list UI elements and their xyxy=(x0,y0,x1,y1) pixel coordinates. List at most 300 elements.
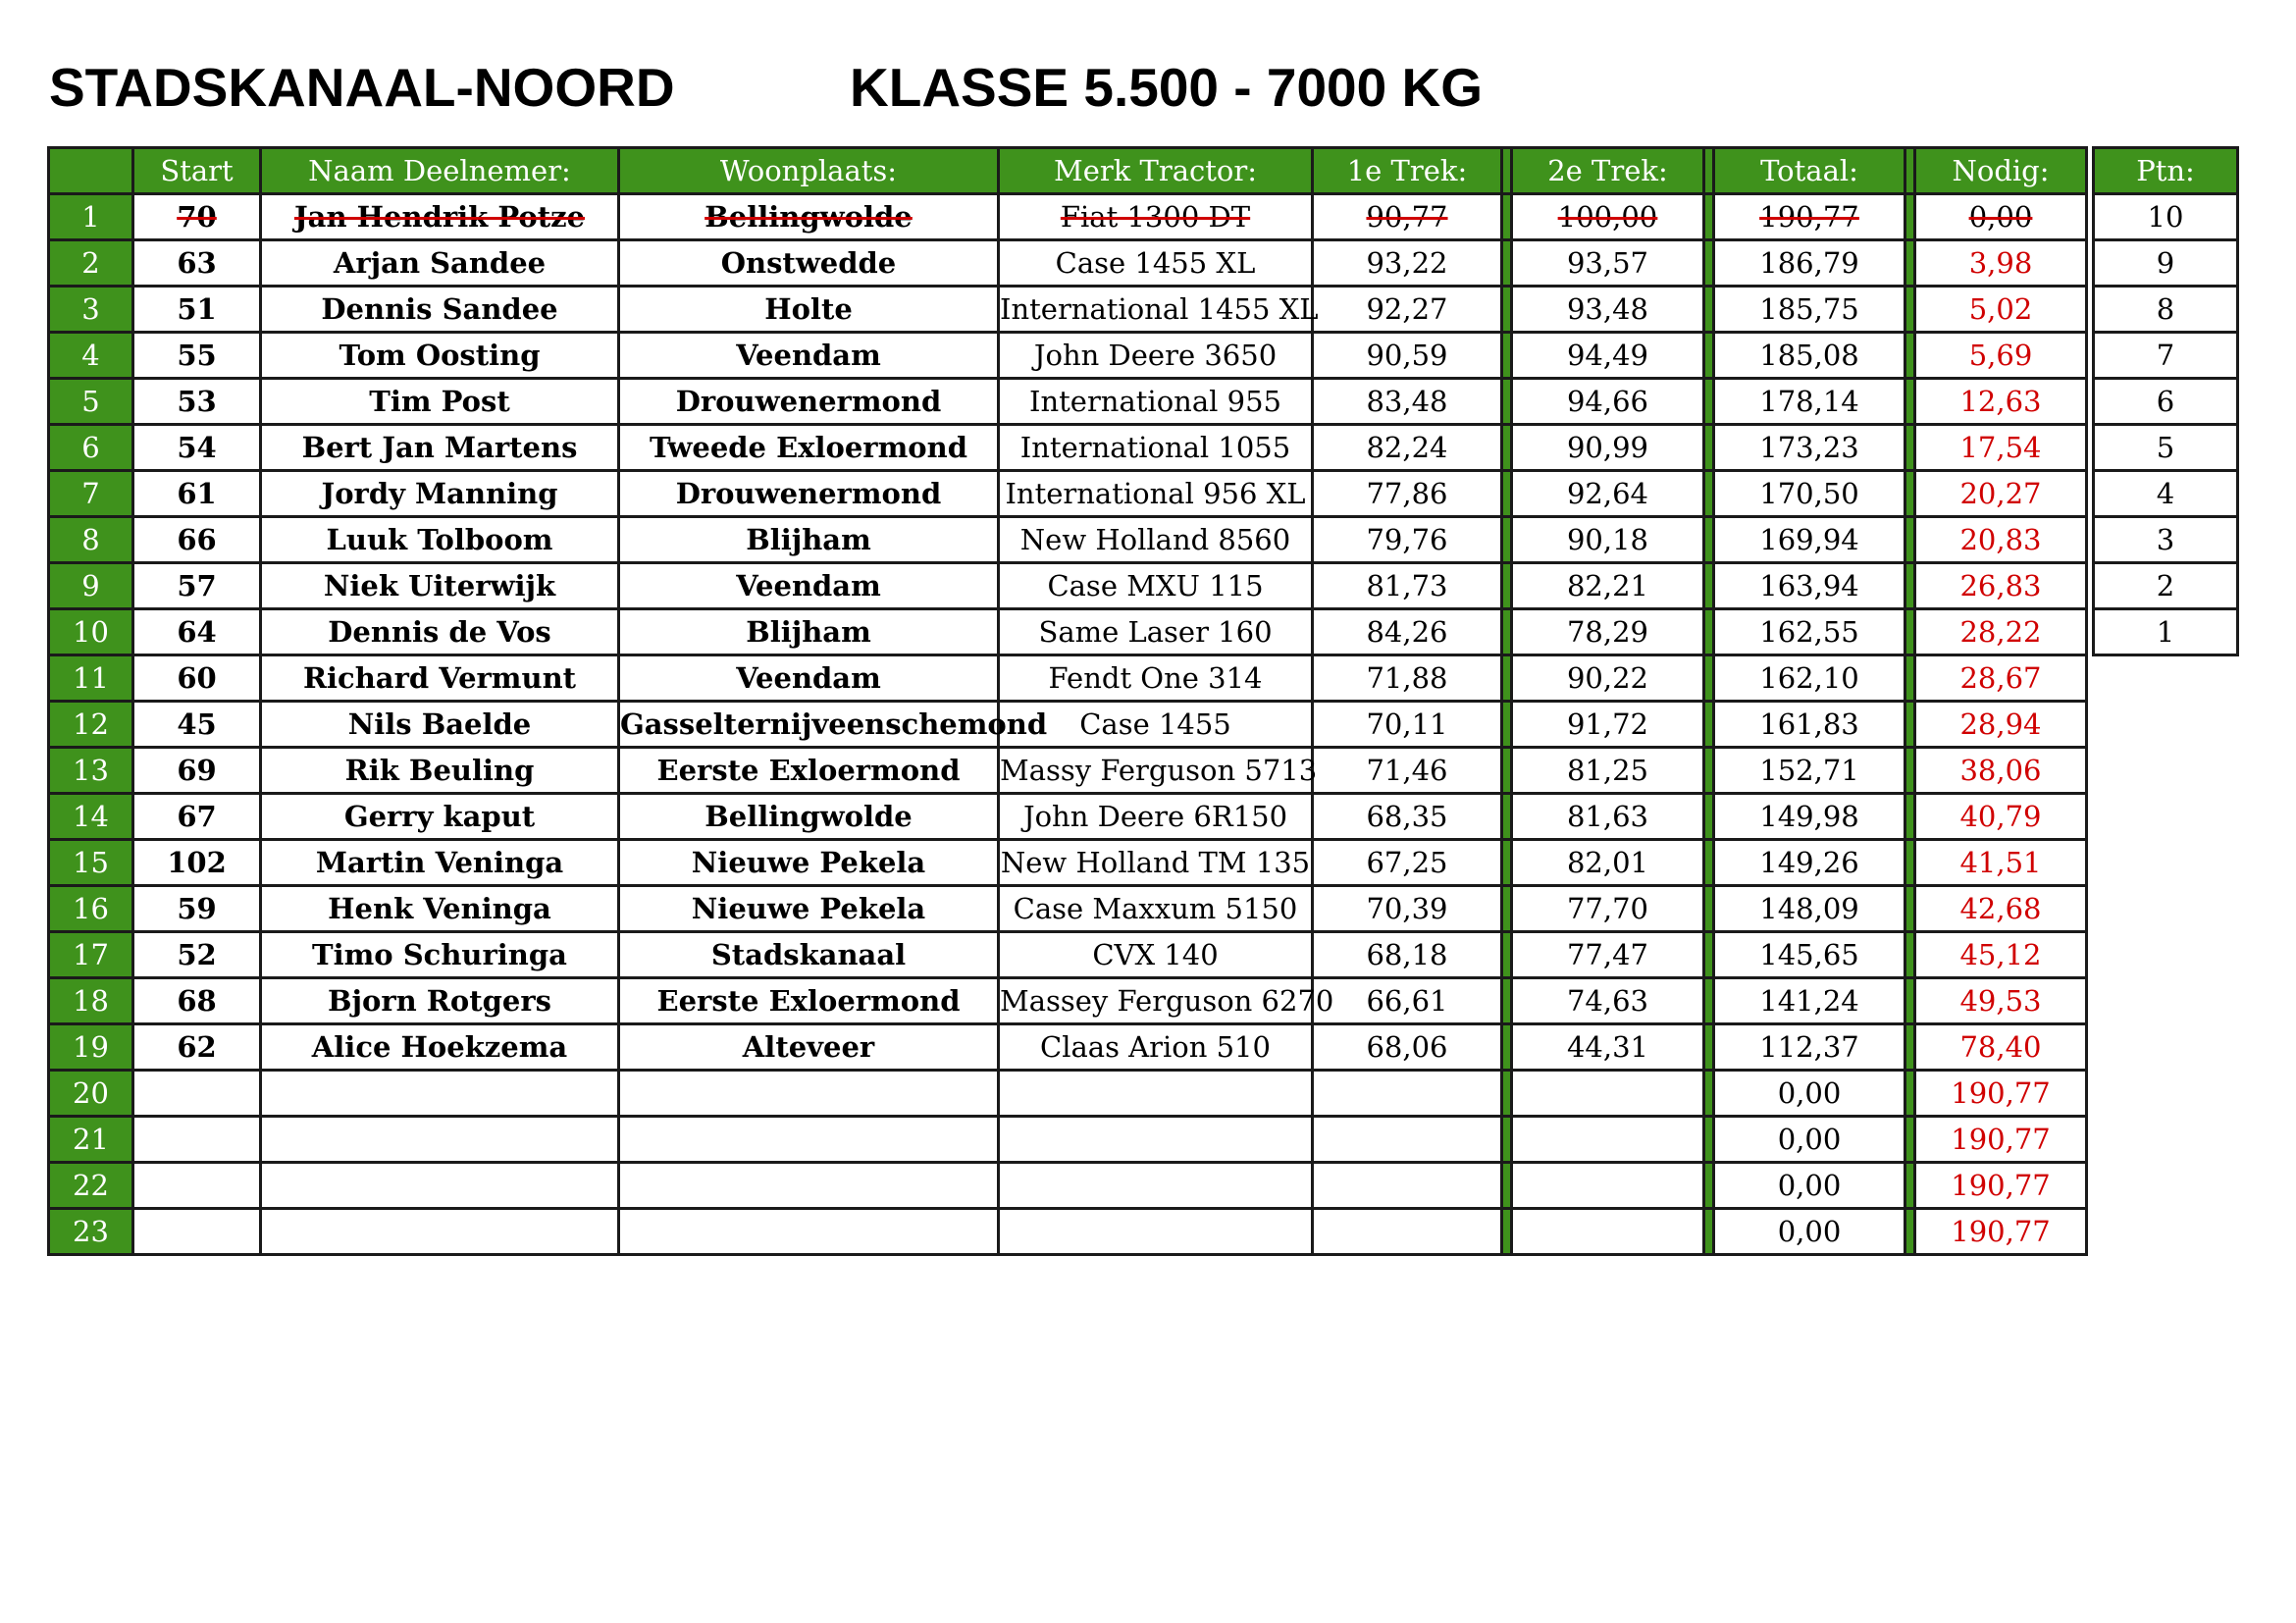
column-header-pull2: 2e Trek: xyxy=(1512,148,1704,194)
pull1-cell: 70,39 xyxy=(1313,886,1502,932)
struck-text: 190,77 xyxy=(1759,199,1859,234)
city-cell: Drouwenermond xyxy=(619,471,999,517)
column-separator xyxy=(1905,1071,1915,1117)
column-separator xyxy=(1502,655,1512,702)
rank-cell: 13 xyxy=(49,748,133,794)
points-cell: 8 xyxy=(2094,287,2238,333)
pull2-cell: 93,57 xyxy=(1512,240,1704,287)
participant-name-cell: Martin Veninga xyxy=(261,840,619,886)
total-cell: 185,75 xyxy=(1714,287,1905,333)
start-number-cell: 64 xyxy=(133,609,261,655)
rank-cell: 4 xyxy=(49,333,133,379)
rank-cell: 7 xyxy=(49,471,133,517)
tractor-cell xyxy=(999,1163,1313,1209)
start-number-cell: 68 xyxy=(133,978,261,1024)
participant-name-cell: Niek Uiterwijk xyxy=(261,563,619,609)
pull2-cell xyxy=(1512,194,1704,240)
city-cell: Eerste Exloermond xyxy=(619,748,999,794)
start-number-cell: 66 xyxy=(133,517,261,563)
column-separator xyxy=(1905,840,1915,886)
tractor-cell: Massy Ferguson 5713 xyxy=(999,748,1313,794)
column-separator xyxy=(1502,1071,1512,1117)
tractor-cell: Case MXU 115 xyxy=(999,563,1313,609)
column-separator xyxy=(1905,379,1915,425)
pull1-cell: 81,73 xyxy=(1313,563,1502,609)
pull2-cell: 90,18 xyxy=(1512,517,1704,563)
column-separator xyxy=(1704,517,1714,563)
table-row xyxy=(49,563,2087,609)
total-cell: 178,14 xyxy=(1714,379,1905,425)
pull2-cell: 91,72 xyxy=(1512,702,1704,748)
total-cell: 0,00 xyxy=(1714,1163,1905,1209)
column-separator xyxy=(1502,932,1512,978)
points-cell: 10 xyxy=(2094,194,2238,240)
pull2-cell: 81,63 xyxy=(1512,794,1704,840)
struck-text: Fiat 1300 DT xyxy=(1060,199,1251,234)
column-separator xyxy=(1704,748,1714,794)
tractor-cell xyxy=(999,1209,1313,1255)
rank-cell: 12 xyxy=(49,702,133,748)
table-row xyxy=(49,1024,2087,1071)
pull1-cell: 92,27 xyxy=(1313,287,1502,333)
column-separator xyxy=(1704,702,1714,748)
column-separator xyxy=(1502,609,1512,655)
participant-name-cell: Jordy Manning xyxy=(261,471,619,517)
city-cell: Blijham xyxy=(619,609,999,655)
pull1-cell: 82,24 xyxy=(1313,425,1502,471)
column-separator xyxy=(1502,240,1512,287)
start-number-cell: 60 xyxy=(133,655,261,702)
column-separator xyxy=(1502,1024,1512,1071)
rank-cell: 8 xyxy=(49,517,133,563)
city-cell: Nieuwe Pekela xyxy=(619,840,999,886)
column-separator xyxy=(1502,794,1512,840)
points-header-row xyxy=(2094,148,2238,194)
column-separator xyxy=(1704,609,1714,655)
total-cell: 149,98 xyxy=(1714,794,1905,840)
column-separator xyxy=(1502,194,1512,240)
column-separator xyxy=(1704,1163,1714,1209)
table-row xyxy=(49,194,2087,240)
column-separator xyxy=(1704,1117,1714,1163)
participant-name-cell: Luuk Tolboom xyxy=(261,517,619,563)
points-row xyxy=(2094,425,2238,471)
column-separator xyxy=(1905,702,1915,748)
total-cell: 141,24 xyxy=(1714,978,1905,1024)
pull1-cell: 68,35 xyxy=(1313,794,1502,840)
needed-cell: 20,27 xyxy=(1915,471,2087,517)
tractor-cell: Same Laser 160 xyxy=(999,609,1313,655)
city-cell: Gasselternijveenschemond xyxy=(619,702,999,748)
column-separator xyxy=(1905,517,1915,563)
column-header-pull1: 1e Trek: xyxy=(1313,148,1502,194)
participant-name-cell: Bjorn Rotgers xyxy=(261,978,619,1024)
total-cell: 162,55 xyxy=(1714,609,1905,655)
points-row xyxy=(2094,517,2238,563)
column-separator xyxy=(1704,240,1714,287)
struck-text: 0,00 xyxy=(1968,199,2033,234)
column-separator xyxy=(1704,886,1714,932)
column-separator xyxy=(1704,425,1714,471)
column-separator xyxy=(1905,932,1915,978)
total-cell: 0,00 xyxy=(1714,1071,1905,1117)
participant-name-cell: Nils Baelde xyxy=(261,702,619,748)
participant-name-cell: Tom Oosting xyxy=(261,333,619,379)
points-table xyxy=(2092,146,2239,656)
column-separator xyxy=(1704,379,1714,425)
column-separator xyxy=(1704,333,1714,379)
table-row xyxy=(49,932,2087,978)
rank-cell: 10 xyxy=(49,609,133,655)
pull1-cell: 83,48 xyxy=(1313,379,1502,425)
column-separator xyxy=(1502,471,1512,517)
participant-name-cell: Dennis Sandee xyxy=(261,287,619,333)
pull2-cell: 92,64 xyxy=(1512,471,1704,517)
column-separator xyxy=(1502,148,1512,194)
participant-name-cell xyxy=(261,194,619,240)
pull2-cell: 94,49 xyxy=(1512,333,1704,379)
struck-text: Jan Hendrik Potze xyxy=(293,199,586,234)
points-cell: 6 xyxy=(2094,379,2238,425)
needed-cell: 20,83 xyxy=(1915,517,2087,563)
column-separator xyxy=(1704,148,1714,194)
pull1-cell: 93,22 xyxy=(1313,240,1502,287)
total-cell: 148,09 xyxy=(1714,886,1905,932)
city-cell: Stadskanaal xyxy=(619,932,999,978)
table-row xyxy=(49,240,2087,287)
participant-name-cell: Rik Beuling xyxy=(261,748,619,794)
column-separator xyxy=(1502,840,1512,886)
total-cell xyxy=(1714,194,1905,240)
column-separator xyxy=(1905,1163,1915,1209)
participant-name-cell xyxy=(261,1163,619,1209)
rank-cell: 11 xyxy=(49,655,133,702)
city-cell: Drouwenermond xyxy=(619,379,999,425)
total-cell: 152,71 xyxy=(1714,748,1905,794)
needed-cell: 45,12 xyxy=(1915,932,2087,978)
rank-cell: 2 xyxy=(49,240,133,287)
rank-cell: 14 xyxy=(49,794,133,840)
column-separator xyxy=(1502,333,1512,379)
table-row xyxy=(49,1071,2087,1117)
needed-cell: 3,98 xyxy=(1915,240,2087,287)
table-row xyxy=(49,287,2087,333)
needed-cell: 5,02 xyxy=(1915,287,2087,333)
table-row xyxy=(49,471,2087,517)
participant-name-cell: Arjan Sandee xyxy=(261,240,619,287)
participant-name-cell: Timo Schuringa xyxy=(261,932,619,978)
points-row xyxy=(2094,471,2238,517)
table-row xyxy=(49,609,2087,655)
participant-name-cell: Tim Post xyxy=(261,379,619,425)
struck-text: 70 xyxy=(177,199,217,234)
pull2-cell xyxy=(1512,1163,1704,1209)
needed-cell: 28,94 xyxy=(1915,702,2087,748)
tractor-cell: Case 1455 XL xyxy=(999,240,1313,287)
column-separator xyxy=(1704,1071,1714,1117)
points-cell: 1 xyxy=(2094,609,2238,655)
total-cell: 186,79 xyxy=(1714,240,1905,287)
column-separator xyxy=(1502,702,1512,748)
city-cell: Tweede Exloermond xyxy=(619,425,999,471)
rank-cell: 1 xyxy=(49,194,133,240)
participant-name-cell: Dennis de Vos xyxy=(261,609,619,655)
needed-cell: 28,22 xyxy=(1915,609,2087,655)
start-number-cell: 45 xyxy=(133,702,261,748)
needed-cell: 78,40 xyxy=(1915,1024,2087,1071)
start-number-cell xyxy=(133,1117,261,1163)
city-cell: Eerste Exloermond xyxy=(619,978,999,1024)
rank-cell: 18 xyxy=(49,978,133,1024)
column-separator xyxy=(1502,748,1512,794)
pull1-cell: 90,59 xyxy=(1313,333,1502,379)
city-cell: Veendam xyxy=(619,333,999,379)
tractor-cell xyxy=(999,1117,1313,1163)
participant-name-cell: Bert Jan Martens xyxy=(261,425,619,471)
page-title-location: STADSKANAAL-NOORD xyxy=(49,57,675,118)
start-number-cell: 67 xyxy=(133,794,261,840)
tractor-cell: New Holland 8560 xyxy=(999,517,1313,563)
points-row xyxy=(2094,563,2238,609)
table-row xyxy=(49,702,2087,748)
city-cell: Holte xyxy=(619,287,999,333)
points-row xyxy=(2094,609,2238,655)
column-separator xyxy=(1704,194,1714,240)
needed-cell: 190,77 xyxy=(1915,1209,2087,1255)
city-cell: Bellingwolde xyxy=(619,794,999,840)
column-separator xyxy=(1905,471,1915,517)
needed-cell: 26,83 xyxy=(1915,563,2087,609)
column-separator xyxy=(1502,379,1512,425)
start-number-cell: 102 xyxy=(133,840,261,886)
needed-cell xyxy=(1915,194,2087,240)
column-separator xyxy=(1905,425,1915,471)
table-row xyxy=(49,425,2087,471)
start-number-cell: 61 xyxy=(133,471,261,517)
pull1-cell: 67,25 xyxy=(1313,840,1502,886)
column-separator xyxy=(1704,563,1714,609)
results-table xyxy=(47,146,2088,1256)
start-number-cell: 52 xyxy=(133,932,261,978)
participant-name-cell xyxy=(261,1209,619,1255)
pull2-cell: 94,66 xyxy=(1512,379,1704,425)
column-separator xyxy=(1905,886,1915,932)
participant-name-cell xyxy=(261,1117,619,1163)
page-title-class: KLASSE 5.500 - 7000 KG xyxy=(850,57,1484,118)
pull1-cell: 84,26 xyxy=(1313,609,1502,655)
city-cell xyxy=(619,1071,999,1117)
column-header-needed: Nodig: xyxy=(1915,148,2087,194)
results-body xyxy=(49,194,2087,1255)
struck-text: 90,77 xyxy=(1366,199,1448,234)
table-row xyxy=(49,1163,2087,1209)
pull1-cell: 71,46 xyxy=(1313,748,1502,794)
pull2-cell: 77,70 xyxy=(1512,886,1704,932)
column-separator xyxy=(1905,1209,1915,1255)
city-cell xyxy=(619,1163,999,1209)
rank-cell: 3 xyxy=(49,287,133,333)
needed-cell: 38,06 xyxy=(1915,748,2087,794)
total-cell: 112,37 xyxy=(1714,1024,1905,1071)
rank-cell: 17 xyxy=(49,932,133,978)
pull1-cell: 66,61 xyxy=(1313,978,1502,1024)
struck-text: 100,00 xyxy=(1557,199,1658,234)
column-header-points: Ptn: xyxy=(2094,148,2238,194)
start-number-cell xyxy=(133,1209,261,1255)
rank-cell: 9 xyxy=(49,563,133,609)
rank-cell: 16 xyxy=(49,886,133,932)
points-cell: 2 xyxy=(2094,563,2238,609)
struck-text: Bellingwolde xyxy=(704,199,913,234)
participant-name-cell: Gerry kaput xyxy=(261,794,619,840)
rank-cell: 22 xyxy=(49,1163,133,1209)
table-row xyxy=(49,1117,2087,1163)
column-separator xyxy=(1905,1117,1915,1163)
table-row xyxy=(49,748,2087,794)
rank-cell: 23 xyxy=(49,1209,133,1255)
city-cell: Onstwedde xyxy=(619,240,999,287)
table-row xyxy=(49,655,2087,702)
pull2-cell xyxy=(1512,1071,1704,1117)
tractor-cell xyxy=(999,194,1313,240)
needed-cell: 12,63 xyxy=(1915,379,2087,425)
table-row xyxy=(49,886,2087,932)
pull1-cell xyxy=(1313,194,1502,240)
column-separator xyxy=(1905,194,1915,240)
participant-name-cell: Alice Hoekzema xyxy=(261,1024,619,1071)
tractor-cell: Case Maxxum 5150 xyxy=(999,886,1313,932)
pull1-cell: 68,06 xyxy=(1313,1024,1502,1071)
tractor-cell: John Deere 3650 xyxy=(999,333,1313,379)
column-header-start: Start xyxy=(133,148,261,194)
points-row xyxy=(2094,194,2238,240)
column-separator xyxy=(1502,563,1512,609)
column-separator xyxy=(1502,287,1512,333)
needed-cell: 42,68 xyxy=(1915,886,2087,932)
tractor-cell: Fendt One 314 xyxy=(999,655,1313,702)
start-number-cell: 53 xyxy=(133,379,261,425)
city-cell xyxy=(619,1209,999,1255)
start-number-cell xyxy=(133,1071,261,1117)
column-header-city: Woonplaats: xyxy=(619,148,999,194)
column-separator xyxy=(1905,240,1915,287)
column-separator xyxy=(1704,932,1714,978)
column-separator xyxy=(1704,471,1714,517)
pull2-cell xyxy=(1512,1117,1704,1163)
start-number-cell: 69 xyxy=(133,748,261,794)
total-cell: 162,10 xyxy=(1714,655,1905,702)
points-cell: 4 xyxy=(2094,471,2238,517)
column-separator xyxy=(1905,287,1915,333)
pull2-cell: 90,22 xyxy=(1512,655,1704,702)
points-row xyxy=(2094,333,2238,379)
needed-cell: 41,51 xyxy=(1915,840,2087,886)
table-row xyxy=(49,517,2087,563)
column-separator xyxy=(1502,1209,1512,1255)
table-row xyxy=(49,333,2087,379)
column-separator xyxy=(1704,978,1714,1024)
pull2-cell: 93,48 xyxy=(1512,287,1704,333)
pull1-cell: 70,11 xyxy=(1313,702,1502,748)
rank-cell: 5 xyxy=(49,379,133,425)
total-cell: 185,08 xyxy=(1714,333,1905,379)
rank-cell: 19 xyxy=(49,1024,133,1071)
points-row xyxy=(2094,287,2238,333)
start-number-cell: 54 xyxy=(133,425,261,471)
column-separator xyxy=(1704,794,1714,840)
tractor-cell xyxy=(999,1071,1313,1117)
needed-cell: 190,77 xyxy=(1915,1071,2087,1117)
tractor-cell: Massey Ferguson 6270 xyxy=(999,978,1313,1024)
tractor-cell: Case 1455 xyxy=(999,702,1313,748)
column-separator xyxy=(1502,517,1512,563)
needed-cell: 190,77 xyxy=(1915,1163,2087,1209)
pull2-cell xyxy=(1512,1209,1704,1255)
total-cell: 0,00 xyxy=(1714,1209,1905,1255)
table-row xyxy=(49,978,2087,1024)
tractor-cell: International 956 XL xyxy=(999,471,1313,517)
needed-cell: 49,53 xyxy=(1915,978,2087,1024)
city-cell: Alteveer xyxy=(619,1024,999,1071)
pull2-cell: 82,01 xyxy=(1512,840,1704,886)
city-cell: Veendam xyxy=(619,655,999,702)
city-cell: Blijham xyxy=(619,517,999,563)
tractor-cell: International 1055 xyxy=(999,425,1313,471)
needed-cell: 40,79 xyxy=(1915,794,2087,840)
start-number-cell: 62 xyxy=(133,1024,261,1071)
column-header-total: Totaal: xyxy=(1714,148,1905,194)
pull1-cell: 79,76 xyxy=(1313,517,1502,563)
tractor-cell: New Holland TM 135 xyxy=(999,840,1313,886)
rank-cell: 20 xyxy=(49,1071,133,1117)
column-separator xyxy=(1905,1024,1915,1071)
points-row xyxy=(2094,240,2238,287)
needed-cell: 5,69 xyxy=(1915,333,2087,379)
total-cell: 0,00 xyxy=(1714,1117,1905,1163)
points-body xyxy=(2094,194,2238,655)
city-cell xyxy=(619,194,999,240)
column-header-tractor: Merk Tractor: xyxy=(999,148,1313,194)
pull2-cell: 90,99 xyxy=(1512,425,1704,471)
column-separator xyxy=(1502,978,1512,1024)
needed-cell: 28,67 xyxy=(1915,655,2087,702)
rank-cell: 21 xyxy=(49,1117,133,1163)
total-cell: 163,94 xyxy=(1714,563,1905,609)
pull2-cell: 81,25 xyxy=(1512,748,1704,794)
column-separator xyxy=(1905,563,1915,609)
total-cell: 169,94 xyxy=(1714,517,1905,563)
pull1-cell: 71,88 xyxy=(1313,655,1502,702)
pull1-cell xyxy=(1313,1209,1502,1255)
pull2-cell: 74,63 xyxy=(1512,978,1704,1024)
points-row xyxy=(2094,379,2238,425)
rank-cell: 15 xyxy=(49,840,133,886)
column-separator xyxy=(1905,655,1915,702)
pull1-cell xyxy=(1313,1071,1502,1117)
city-cell xyxy=(619,1117,999,1163)
tractor-cell: International 1455 XL xyxy=(999,287,1313,333)
start-number-cell: 57 xyxy=(133,563,261,609)
column-header-rank xyxy=(49,148,133,194)
column-separator xyxy=(1704,1209,1714,1255)
table-header-row xyxy=(49,148,2087,194)
pull2-cell: 82,21 xyxy=(1512,563,1704,609)
total-cell: 145,65 xyxy=(1714,932,1905,978)
column-separator xyxy=(1905,978,1915,1024)
points-cell: 9 xyxy=(2094,240,2238,287)
pull1-cell: 77,86 xyxy=(1313,471,1502,517)
column-separator xyxy=(1704,655,1714,702)
